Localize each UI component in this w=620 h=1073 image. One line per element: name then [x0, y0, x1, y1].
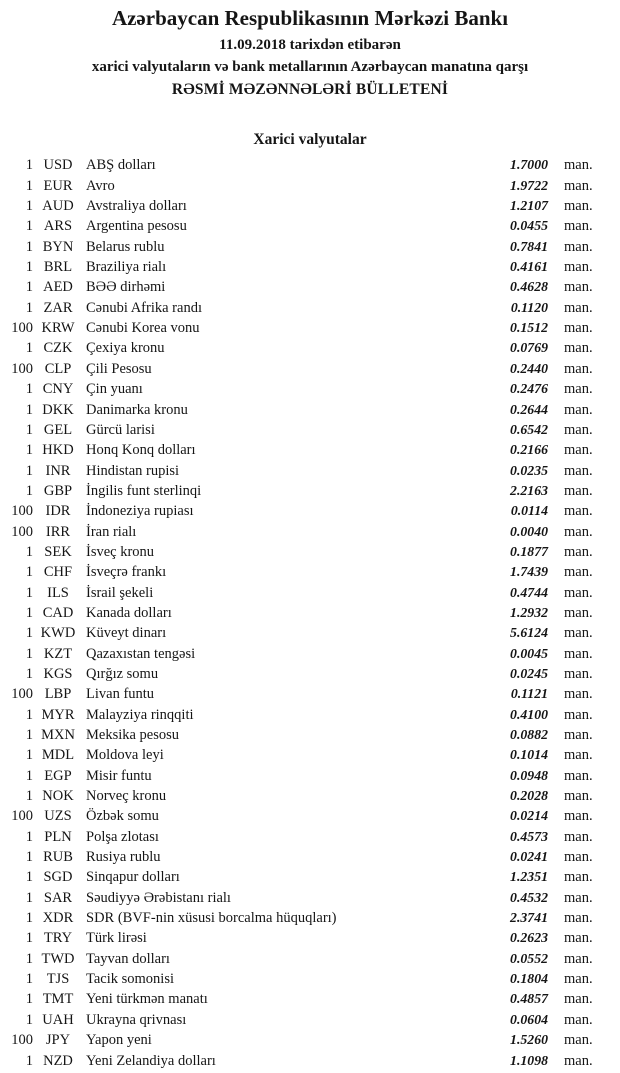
rate-value: 0.4628 — [510, 279, 548, 295]
rate-row — [0, 867, 620, 887]
quantity-value: 100 — [11, 1032, 33, 1049]
rate-value: 0.0040 — [510, 523, 548, 539]
unit-label: man. — [564, 462, 593, 479]
unit-label: man. — [564, 177, 593, 194]
unit-label: man. — [564, 767, 593, 784]
currency-code: KWD — [40, 625, 76, 642]
rate-value: 0.1121 — [510, 686, 548, 702]
rate-row — [0, 237, 620, 257]
rate-row — [0, 216, 620, 236]
unit-label: man. — [564, 543, 593, 560]
currency-name: İsveç kronu — [86, 543, 155, 560]
unit-label: man. — [564, 1032, 593, 1049]
currency-code: KRW — [41, 320, 75, 337]
currency-name: Gürcü larisi — [86, 421, 155, 438]
rate-row — [0, 644, 620, 664]
rate-row — [0, 298, 620, 318]
quantity-value: 1 — [25, 930, 33, 947]
quantity-value: 1 — [25, 157, 33, 174]
quantity-value: 1 — [25, 238, 33, 255]
currency-code: MDL — [41, 747, 75, 764]
currency-code: MYR — [41, 706, 75, 723]
quantity-value: 1 — [25, 1011, 33, 1028]
rate-value: 0.0604 — [510, 1011, 548, 1027]
unit-label: man. — [564, 1052, 593, 1069]
currency-name: Yeni Zelandiya dolları — [86, 1052, 216, 1069]
rate-row — [0, 562, 620, 582]
rate-value: 0.6542 — [510, 421, 548, 437]
unit-label: man. — [564, 625, 593, 642]
rate-row — [0, 420, 620, 440]
currency-name: Belarus rublu — [86, 238, 165, 255]
currency-code: TRY — [43, 930, 73, 947]
unit-label: man. — [564, 869, 593, 886]
unit-label: man. — [564, 727, 593, 744]
currency-code: CHF — [43, 564, 73, 581]
unit-label: man. — [564, 584, 593, 601]
currency-name: Hindistan rupisi — [86, 462, 180, 479]
currency-name: Moldova leyi — [86, 747, 164, 764]
currency-code: BYN — [42, 238, 74, 255]
rate-row — [0, 1030, 620, 1050]
rate-value: 0.4161 — [510, 259, 548, 275]
rate-row — [0, 522, 620, 542]
rate-row — [0, 603, 620, 623]
currency-code: KGS — [43, 665, 73, 682]
unit-label: man. — [564, 381, 593, 398]
quantity-value: 1 — [25, 279, 33, 296]
rate-row — [0, 196, 620, 216]
rate-value: 0.4744 — [510, 584, 548, 600]
currency-name: Özbək somu — [86, 808, 159, 825]
currency-code: TJS — [46, 971, 70, 988]
unit-label: man. — [564, 1011, 593, 1028]
unit-label: man. — [564, 910, 593, 927]
quantity-value: 1 — [25, 950, 33, 967]
currency-code: BRL — [43, 259, 73, 276]
currency-code: RUB — [43, 849, 73, 866]
rate-row — [0, 949, 620, 969]
rate-row — [0, 1051, 620, 1071]
rate-row — [0, 847, 620, 867]
currency-name: Cənubi Afrika randı — [86, 299, 202, 316]
rate-value: 1.1098 — [510, 1052, 548, 1068]
quantity-value: 1 — [25, 747, 33, 764]
rate-row — [0, 501, 620, 521]
currency-name: Meksika pesosu — [86, 727, 180, 744]
quantity-value: 100 — [11, 320, 33, 337]
unit-label: man. — [564, 665, 593, 682]
currency-name: Misir funtu — [86, 767, 152, 784]
currency-name: Malayziya rinqqiti — [86, 706, 194, 723]
unit-label: man. — [564, 523, 593, 540]
rate-row — [0, 705, 620, 725]
currency-name: Avro — [86, 177, 115, 194]
currency-name: BƏƏ dirhəmi — [86, 279, 166, 296]
quantity-value: 1 — [25, 849, 33, 866]
quantity-value: 1 — [25, 177, 33, 194]
rate-row — [0, 827, 620, 847]
rate-row — [0, 745, 620, 765]
unit-label: man. — [564, 218, 593, 235]
quantity-value: 1 — [25, 543, 33, 560]
rate-value: 0.0214 — [510, 808, 548, 824]
currency-name: Norveç kronu — [86, 788, 167, 805]
unit-label: man. — [564, 340, 593, 357]
rate-value: 0.1804 — [510, 971, 548, 987]
currency-name: Rusiya rublu — [86, 849, 161, 866]
currency-name: Səudiyyə Ərəbistanı rialı — [86, 889, 231, 906]
currency-code: HKD — [42, 442, 74, 459]
currency-name: Tayvan dolları — [86, 950, 170, 967]
effective-date-line: 11.09.2018 tarixdən etibarən — [219, 37, 401, 54]
currency-name: İsrail şekeli — [86, 584, 154, 601]
unit-label: man. — [564, 320, 593, 337]
document-header — [0, 0, 620, 100]
rate-row — [0, 989, 620, 1009]
currency-code: LBP — [44, 686, 72, 703]
currency-code: EGP — [44, 767, 72, 784]
bulletin-title: RƏSMİ MƏZƏNNƏLƏRİ BÜLLETENİ — [171, 81, 449, 99]
quantity-value: 1 — [25, 645, 33, 662]
rate-value: 0.7841 — [510, 238, 548, 254]
quantity-value: 1 — [25, 381, 33, 398]
currency-name: Tacik somonisi — [86, 971, 174, 988]
currency-name: Türk lirəsi — [86, 930, 147, 947]
rate-value: 0.0241 — [510, 849, 548, 865]
rate-value: 5.6124 — [510, 625, 548, 641]
currency-name: Yeni türkmən manatı — [86, 991, 208, 1008]
rate-value: 0.0114 — [510, 503, 548, 519]
unit-label: man. — [564, 259, 593, 276]
quantity-value: 1 — [25, 706, 33, 723]
currency-code: SEK — [44, 543, 72, 560]
currency-code: CAD — [42, 604, 74, 621]
quantity-value: 100 — [11, 360, 33, 377]
rate-row — [0, 176, 620, 196]
currency-code: USD — [43, 157, 73, 174]
currency-code: INR — [45, 462, 71, 479]
unit-label: man. — [564, 442, 593, 459]
currency-code: SAR — [43, 889, 73, 906]
rate-row — [0, 400, 620, 420]
rate-row — [0, 461, 620, 481]
currency-code: AUD — [42, 198, 74, 215]
unit-label: man. — [564, 971, 593, 988]
currency-name: ABŞ dolları — [86, 157, 156, 174]
quantity-value: 1 — [25, 625, 33, 642]
unit-label: man. — [564, 198, 593, 215]
currency-name: Qırğız somu — [86, 665, 159, 682]
unit-label: man. — [564, 421, 593, 438]
currency-code: DKK — [42, 401, 74, 418]
rate-row — [0, 542, 620, 562]
rate-row — [0, 766, 620, 786]
exchange-rates-table — [0, 155, 620, 1070]
quantity-value: 1 — [25, 442, 33, 459]
currency-name: Argentina pesosu — [86, 218, 187, 235]
currency-code: EUR — [43, 177, 73, 194]
quantity-value: 1 — [25, 788, 33, 805]
currency-code: CZK — [43, 340, 73, 357]
currency-name: Çexiya kronu — [86, 340, 165, 357]
rate-row — [0, 277, 620, 297]
rate-value: 0.4100 — [510, 706, 548, 722]
unit-label: man. — [564, 645, 593, 662]
rate-row — [0, 379, 620, 399]
unit-label: man. — [564, 808, 593, 825]
rate-value: 2.2163 — [510, 482, 548, 498]
rate-value: 0.1014 — [510, 747, 548, 763]
currency-name: İran rialı — [86, 523, 137, 540]
currency-code: TWD — [41, 950, 75, 967]
quantity-value: 100 — [11, 808, 33, 825]
unit-label: man. — [564, 747, 593, 764]
currency-code: NZD — [43, 1052, 73, 1069]
currency-name: Danimarka kronu — [86, 401, 188, 418]
quantity-value: 1 — [25, 828, 33, 845]
rate-row — [0, 928, 620, 948]
currency-code: ARS — [43, 218, 73, 235]
currency-name: Avstraliya dolları — [86, 198, 187, 215]
quantity-value: 1 — [25, 218, 33, 235]
rate-row — [0, 318, 620, 338]
rate-row — [0, 623, 620, 643]
rate-value: 0.0882 — [510, 727, 548, 743]
bank-name-title: Azərbaycan Respublikasının Mərkəzi Bankı — [111, 6, 509, 30]
rate-row — [0, 725, 620, 745]
rate-value: 1.5260 — [510, 1032, 548, 1048]
rate-value: 0.0245 — [510, 665, 548, 681]
unit-label: man. — [564, 706, 593, 723]
currency-name: İngilis funt sterlinqi — [86, 482, 202, 499]
currency-code: SGD — [43, 869, 73, 886]
quantity-value: 1 — [25, 971, 33, 988]
currency-code: IDR — [45, 503, 71, 520]
rate-value: 0.2644 — [510, 401, 548, 417]
subject-line: xarici valyutaların və bank metallarının Azərbaycan manatına qarşı — [91, 58, 529, 75]
currency-code: CLP — [44, 360, 72, 377]
currency-name: Qazaxıstan tengəsi — [86, 645, 196, 662]
unit-label: man. — [564, 788, 593, 805]
rate-value: 0.0552 — [510, 950, 548, 966]
quantity-value: 1 — [25, 564, 33, 581]
currency-name: Yapon yeni — [86, 1032, 152, 1049]
unit-label: man. — [564, 238, 593, 255]
currency-code: XDR — [42, 910, 74, 927]
rate-value: 1.7000 — [510, 157, 548, 173]
rate-value: 1.7439 — [510, 564, 548, 580]
rate-row — [0, 155, 620, 175]
rate-row — [0, 969, 620, 989]
unit-label: man. — [564, 849, 593, 866]
rate-value: 0.4857 — [510, 991, 548, 1007]
quantity-value: 1 — [25, 584, 33, 601]
currency-name: Çin yuanı — [86, 381, 143, 398]
currency-name: Küveyt dinarı — [86, 625, 167, 642]
rate-value: 0.4573 — [510, 828, 548, 844]
quantity-value: 1 — [25, 991, 33, 1008]
rate-value: 1.2932 — [510, 604, 548, 620]
currency-code: UZS — [44, 808, 72, 825]
quantity-value: 1 — [25, 767, 33, 784]
currency-code: CNY — [42, 381, 74, 398]
currency-name: İndoneziya rupiası — [86, 503, 194, 520]
unit-label: man. — [564, 686, 593, 703]
rate-value: 0.0235 — [510, 462, 548, 478]
rate-value: 0.2623 — [510, 930, 548, 946]
currency-name: İsveçrə frankı — [86, 564, 167, 581]
quantity-value: 1 — [25, 910, 33, 927]
unit-label: man. — [564, 401, 593, 418]
rate-value: 0.0948 — [510, 767, 548, 783]
quantity-value: 1 — [25, 299, 33, 316]
rate-row — [0, 786, 620, 806]
rate-value: 0.1877 — [510, 543, 548, 559]
quantity-value: 1 — [25, 869, 33, 886]
currency-code: UAH — [42, 1011, 74, 1028]
quantity-value: 1 — [25, 604, 33, 621]
rate-value: 0.2166 — [510, 442, 548, 458]
currency-name: Polşa zlotası — [86, 828, 159, 845]
currency-code: MXN — [41, 727, 75, 744]
currency-name: Braziliya rialı — [86, 259, 167, 276]
unit-label: man. — [564, 604, 593, 621]
rate-row — [0, 806, 620, 826]
section-title-foreign-currencies: Xarici valyutalar — [253, 131, 367, 149]
rate-row — [0, 481, 620, 501]
currency-code: KZT — [43, 645, 73, 662]
unit-label: man. — [564, 279, 593, 296]
quantity-value: 1 — [25, 401, 33, 418]
quantity-value: 1 — [25, 340, 33, 357]
quantity-value: 1 — [25, 482, 33, 499]
quantity-value: 1 — [25, 198, 33, 215]
unit-label: man. — [564, 991, 593, 1008]
currency-code: TMT — [42, 991, 74, 1008]
currency-code: JPY — [45, 1032, 71, 1049]
rate-value: 0.0769 — [510, 340, 548, 356]
quantity-value: 100 — [11, 503, 33, 520]
unit-label: man. — [564, 930, 593, 947]
currency-code: IRR — [45, 523, 71, 540]
unit-label: man. — [564, 299, 593, 316]
rate-row — [0, 440, 620, 460]
rate-row — [0, 1010, 620, 1030]
unit-label: man. — [564, 828, 593, 845]
rate-value: 1.2351 — [510, 869, 548, 885]
rate-row — [0, 684, 620, 704]
rate-value: 0.2440 — [510, 360, 548, 376]
rate-value: 0.2476 — [510, 381, 548, 397]
currency-code: GBP — [43, 482, 73, 499]
currency-code: ILS — [47, 584, 69, 601]
rate-value: 0.4532 — [510, 889, 548, 905]
quantity-value: 100 — [11, 686, 33, 703]
quantity-value: 100 — [11, 523, 33, 540]
rate-row — [0, 583, 620, 603]
unit-label: man. — [564, 564, 593, 581]
rate-value: 0.0455 — [510, 218, 548, 234]
unit-label: man. — [564, 889, 593, 906]
currency-name: SDR (BVF-nin xüsusi borcalma hüquqları) — [86, 910, 337, 927]
quantity-value: 1 — [25, 665, 33, 682]
rate-value: 1.2107 — [510, 198, 548, 214]
unit-label: man. — [564, 503, 593, 520]
rate-value: 0.2028 — [510, 788, 548, 804]
quantity-value: 1 — [25, 727, 33, 744]
currency-name: Honq Konq dolları — [86, 442, 196, 459]
quantity-value: 1 — [25, 421, 33, 438]
currency-code: AED — [43, 279, 73, 296]
currency-name: Çili Pesosu — [86, 360, 152, 377]
quantity-value: 1 — [25, 1052, 33, 1069]
rate-row — [0, 908, 620, 928]
rate-value: 0.0045 — [510, 645, 548, 661]
unit-label: man. — [564, 157, 593, 174]
unit-label: man. — [564, 482, 593, 499]
currency-name: Ukrayna qrivnası — [86, 1011, 187, 1028]
quantity-value: 1 — [25, 462, 33, 479]
rate-row — [0, 338, 620, 358]
rate-value: 2.3741 — [510, 910, 548, 926]
unit-label: man. — [564, 360, 593, 377]
currency-name: Sinqapur dolları — [86, 869, 180, 886]
rate-value: 0.1512 — [510, 320, 548, 336]
rate-row — [0, 359, 620, 379]
rate-value: 1.9722 — [510, 177, 548, 193]
rate-value: 0.1120 — [510, 299, 548, 315]
currency-code: ZAR — [43, 299, 73, 316]
rate-row — [0, 257, 620, 277]
currency-name: Livan funtu — [86, 686, 155, 703]
unit-label: man. — [564, 950, 593, 967]
rate-row — [0, 888, 620, 908]
rate-row — [0, 664, 620, 684]
quantity-value: 1 — [25, 259, 33, 276]
currency-code: PLN — [44, 828, 72, 845]
currency-code: GEL — [43, 421, 73, 438]
quantity-value: 1 — [25, 889, 33, 906]
currency-name: Kanada dolları — [86, 604, 172, 621]
currency-code: NOK — [42, 788, 74, 805]
currency-name: Cənubi Korea vonu — [86, 320, 200, 337]
